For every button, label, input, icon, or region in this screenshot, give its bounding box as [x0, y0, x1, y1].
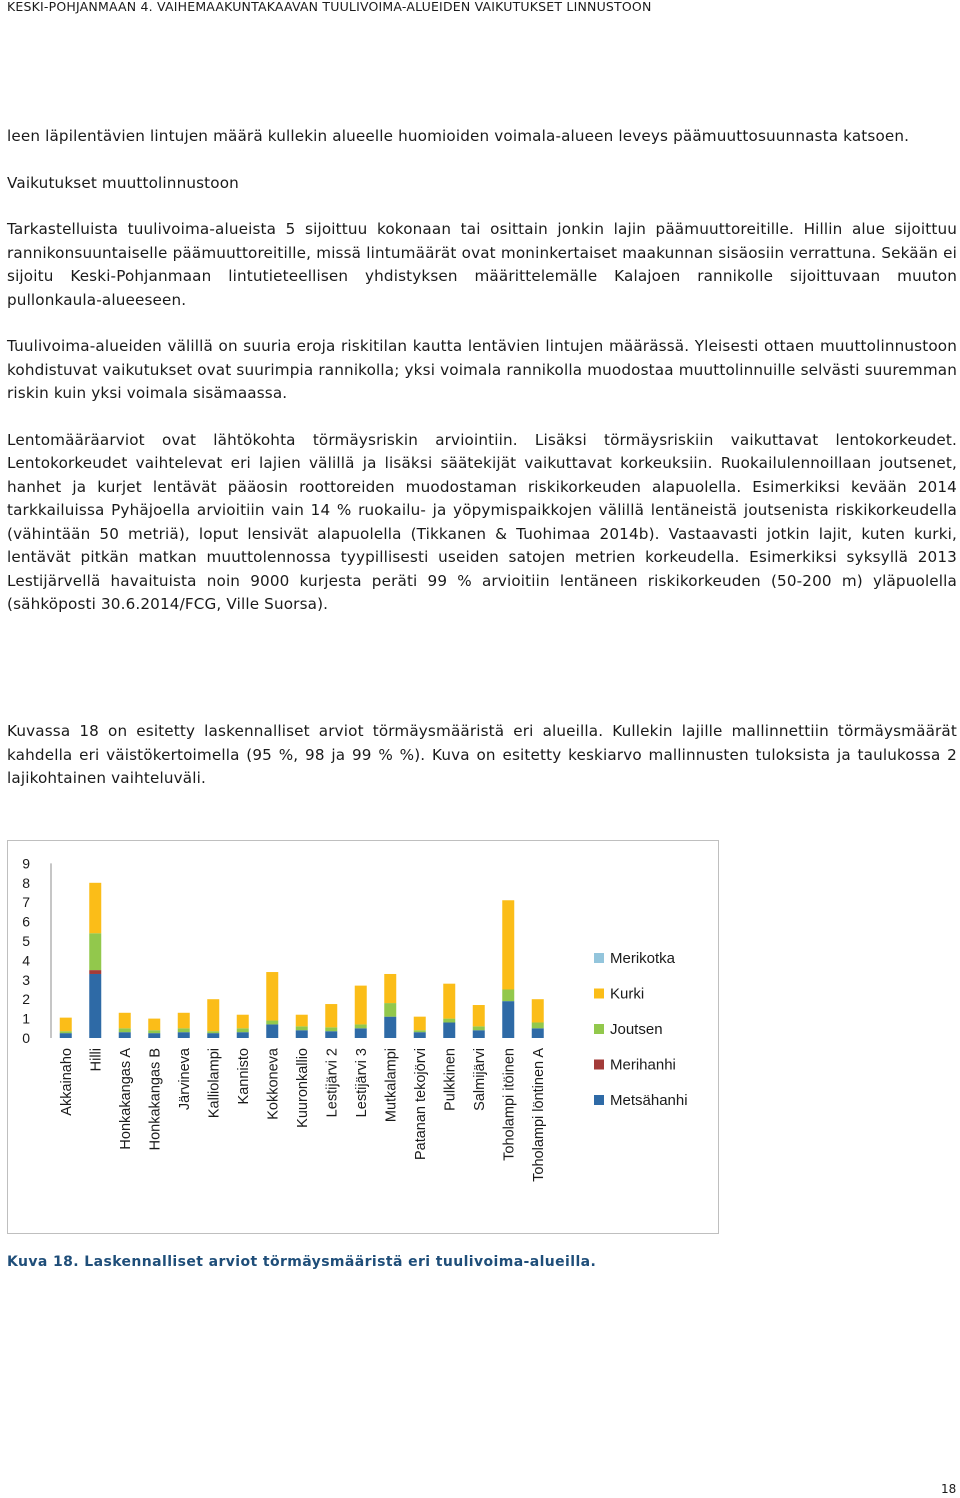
legend-label: Kurki	[610, 985, 645, 1003]
bar-segment-metsähanhi	[119, 1032, 131, 1038]
bar-segment-kurki	[178, 1013, 190, 1029]
x-category-label: Kannisto	[235, 1048, 252, 1105]
bar-segment-kurki	[502, 900, 514, 989]
bar-segment-kurki	[296, 1015, 308, 1027]
bar-segment-metsähanhi	[148, 1033, 160, 1038]
bar-segment-joutsen	[325, 1027, 337, 1031]
bar-segment-kurki	[148, 1019, 160, 1031]
page-number: 18	[941, 1482, 957, 1496]
bar-segment-kurki	[325, 1004, 337, 1027]
bar-segment-metsähanhi	[414, 1032, 426, 1038]
x-category-label: Kuuronkallio	[294, 1048, 311, 1128]
section-heading: Vaikutukset muuttolinnustoon	[7, 173, 239, 192]
bar-segment-metsähanhi	[502, 1001, 514, 1038]
bar-segment-metsähanhi	[355, 1028, 367, 1038]
bar-segment-kurki	[119, 1013, 131, 1029]
bar-segment-joutsen	[89, 933, 101, 970]
x-category-label: Lestijärvi 2	[324, 1048, 341, 1118]
bar-segment-joutsen	[414, 1030, 426, 1032]
x-category-label: Kokkoneva	[265, 1048, 282, 1120]
bar-segment-joutsen	[148, 1030, 160, 1033]
bar-segment-kurki	[89, 883, 101, 933]
bar-segment-joutsen	[384, 1003, 396, 1017]
y-tick-label: 5	[22, 933, 30, 949]
document-header: KESKI-POHJANMAAN 4. VAIHEMAAKUNTAKAAVAN TUULIVOIMA-ALUEIDEN VAIKUTUKSET LINNUSTOON	[7, 0, 652, 14]
legend-swatch	[594, 989, 604, 999]
bar-segment-metsähanhi	[266, 1024, 278, 1038]
bar-segment-kurki	[384, 974, 396, 1003]
collision-chart	[8, 841, 718, 1233]
x-category-label: Honkakangas A	[117, 1048, 134, 1150]
body-text-figure-intro	[7, 720, 957, 791]
legend-label: Metsähanhi	[610, 1092, 688, 1109]
x-category-label: Akkainaho	[58, 1048, 75, 1116]
bar-segment-kurki	[532, 999, 544, 1022]
bar-segment-metsähanhi	[178, 1032, 190, 1038]
bar-segment-joutsen	[355, 1024, 367, 1028]
bar-segment-joutsen	[296, 1026, 308, 1030]
bar-segment-metsähanhi	[207, 1033, 219, 1038]
bar-segment-metsähanhi	[325, 1031, 337, 1038]
y-tick-label: 1	[22, 1010, 30, 1027]
paragraph-continuation: leen läpilentävien lintujen määrä kullekin alueelle huomioiden voimala-alueen leveys päämuuttosuunnasta katsoen.	[7, 127, 910, 145]
x-category-label: Toholampi itöinen	[501, 1048, 518, 1161]
x-category-label: Patanan tekojörvi	[412, 1048, 429, 1161]
bar-segment-kurki	[355, 986, 367, 1025]
paragraph-risk-differences: Tuulivoima-alueiden välillä on suuria eroja riskitilan kautta lentävien lintujen määrässä. Yleisesti ottaen muuttolinnustoon kohdistuvat vaikutukset ovat suurimpia rannikolla; yksi voimala rannikolla muodostaa muuttolinnuille selvästi suuremman riskin kuin yksi voimala sisämaassa.	[7, 337, 957, 402]
y-tick-label: 9	[22, 855, 30, 872]
bar-segment-joutsen	[60, 1031, 72, 1033]
bar-segment-metsähanhi	[532, 1028, 544, 1038]
bar-segment-joutsen	[207, 1031, 219, 1033]
bar-segment-metsähanhi	[89, 974, 101, 1038]
bar-segment-metsähanhi	[384, 1017, 396, 1038]
bar-segment-metsähanhi	[473, 1030, 485, 1038]
bar-segment-joutsen	[502, 990, 514, 1002]
legend-swatch	[594, 1024, 604, 1034]
x-category-label: Kalliolampi	[206, 1048, 223, 1119]
x-category-label: Honkakangas B	[147, 1048, 164, 1151]
bar-segment-joutsen	[532, 1022, 544, 1028]
bar-segment-joutsen	[237, 1028, 249, 1032]
y-tick-label: 6	[22, 913, 30, 930]
paragraph-flight-heights: Lentomääräarviot ovat lähtökohta törmäysriskin arviointiin. Lisäksi törmäysriskiin vaikuttavat lentokorkeudet. Lentokorkeudet vaihtelevat eri lajien välillä ja lisäksi säätekijät vaikuttavat korkeuksiin. Ruokailulennoillaan joutsenet, hanhet ja kurjet lentävät pääosin roottoreiden muodostaman riskikorkeuden alapuolella. Esimerkiksi kevään 2014 tarkkailuissa Pyhäjoella arvioitiin vain 14 % ruokailu- ja yöpymispaikkojen välillä lentäneistä joutsenista riskikorkeudella (vähintään 50 metriä), loput lensivät alapuolella (Tikkanen & Tuohimaa 2014b). Vastaavasti jotkin lajit, kuten kurki, lentävät pitkän matkan muuttolennossa tyypillisesti useiden satojen metrien korkeudella. Esimerkiksi syksyllä 2013 Lestijärvellä havaituista noin 9000 kurjesta peräti 99 % arvioitiin lentäneen riskikorkeuden (50-200 m) yläpuolella (sähköposti 30.6.2014/FCG, Ville Suorsa).	[7, 430, 957, 613]
legend-label: Merihanhi	[610, 1056, 676, 1074]
legend-label: Joutsen	[610, 1021, 663, 1038]
bar-segment-kurki	[414, 1017, 426, 1031]
body-text-top	[7, 125, 957, 617]
bar-segment-kurki	[237, 1015, 249, 1029]
y-tick-label: 8	[22, 874, 30, 891]
bar-segment-joutsen	[266, 1021, 278, 1025]
bar-segment-joutsen	[443, 1019, 455, 1023]
paragraph-migration-routes: Tarkastelluista tuulivoima-alueista 5 sijoittuu kokonaan tai osittain jonkin lajin päämuuttoreitille. Hillin alue sijoittuu rannikonsuuntaiselle päämuuttoreitille, missä lintumäärät ovat moninkertaiset maakunnan sisäosiin verrattuna. Sekään ei sijoitu Keski-Pohjanmaan lintutieteellisen yhdistyksen määrittelemälle Kalajoen rannikolle sijoittuvaan muuton pullonkaula-alueeseen.	[7, 220, 957, 309]
y-tick-label: 7	[22, 894, 30, 911]
legend-label: Merikotka	[610, 950, 676, 967]
x-category-label: Salmijärvi	[471, 1048, 488, 1111]
y-tick-label: 2	[22, 991, 30, 1008]
bar-segment-merihanhi	[89, 970, 101, 974]
bar-segment-metsähanhi	[237, 1032, 249, 1038]
x-category-label: Hilli	[88, 1048, 105, 1072]
collision-chart-frame	[7, 840, 719, 1234]
legend-swatch	[594, 1095, 604, 1105]
bar-segment-kurki	[207, 999, 219, 1031]
bar-segment-kurki	[473, 1005, 485, 1026]
bar-segment-metsähanhi	[60, 1033, 72, 1038]
legend-swatch	[594, 953, 604, 963]
x-category-label: Toholampi löntinen A	[530, 1048, 547, 1182]
figure-caption: Kuva 18. Laskennalliset arviot törmäysmääristä eri tuulivoima-alueilla.	[7, 1254, 597, 1270]
bar-segment-joutsen	[473, 1026, 485, 1030]
bar-segment-metsähanhi	[443, 1022, 455, 1038]
y-tick-label: 4	[22, 952, 30, 969]
bar-segment-joutsen	[119, 1028, 131, 1032]
bar-segment-kurki	[443, 984, 455, 1019]
x-category-label: Järvineva	[176, 1048, 193, 1111]
bar-segment-kurki	[60, 1018, 72, 1032]
x-category-label: Lestijärvi 3	[353, 1048, 370, 1118]
y-tick-label: 0	[22, 1030, 30, 1046]
bar-segment-metsähanhi	[296, 1030, 308, 1038]
legend-swatch	[594, 1060, 604, 1070]
x-category-label: Mutkalampi	[383, 1048, 400, 1123]
bar-segment-kurki	[266, 972, 278, 1021]
x-category-label: Pulkkinen	[442, 1048, 459, 1111]
paragraph-figure-intro: Kuvassa 18 on esitetty laskennalliset arviot törmäysmääristä eri alueilla. Kullekin lajille mallinnettiin törmäysmäärät kahdella eri väistökertoimella (95 %, 98 ja 99 % %). Kuva on esitetty keskiarvo mallinnusten tuloksista ja taulukossa 2 lajikohtainen vaihteluväli.	[7, 722, 957, 787]
bar-segment-joutsen	[178, 1028, 190, 1032]
y-tick-label: 3	[22, 971, 30, 988]
